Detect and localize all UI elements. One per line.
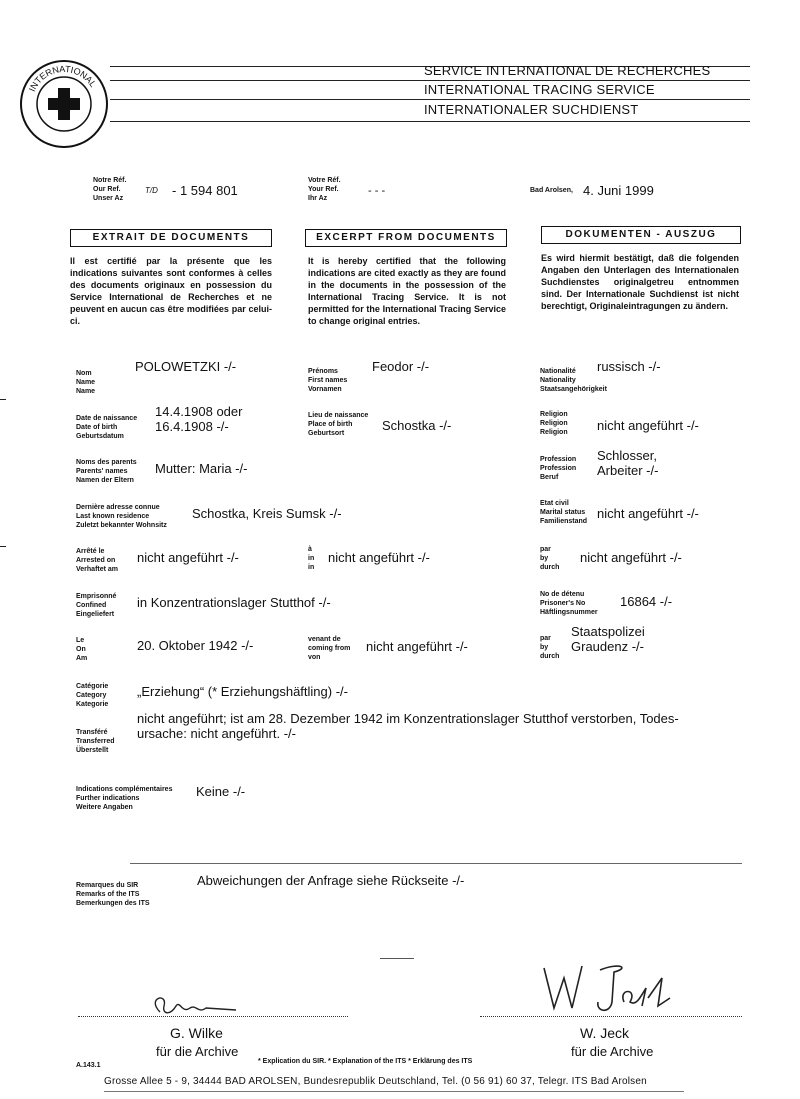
footer-rule bbox=[104, 1091, 684, 1092]
category-value: „Erziehung“ (* Erziehungshäftling) -/- bbox=[137, 684, 348, 699]
pob-value: Schostka -/- bbox=[382, 418, 452, 433]
confined-value: in Konzentrationslager Stutthof -/- bbox=[137, 595, 331, 610]
arrested-on-label: Arrêté le Arrested on Verhaftet am bbox=[76, 548, 119, 573]
right-signature-scribble bbox=[530, 958, 680, 1020]
en-excerpt-title: EXCERPT FROM DOCUMENTS bbox=[305, 229, 507, 247]
left-signature-line bbox=[78, 1016, 348, 1017]
remarks-label: Remarques du SIR Remarks of the ITS Bemerkungen des ITS bbox=[76, 882, 150, 907]
nationality-label: Nationalité Nationality Staatsangehörigkeit bbox=[540, 368, 607, 393]
left-signer-role: für die Archive bbox=[156, 1044, 239, 1059]
profession-label: Profession Profession Beruf bbox=[540, 456, 577, 481]
left-signature-scribble bbox=[140, 990, 250, 1022]
on-label: Le On Am bbox=[76, 637, 88, 662]
de-excerpt-text: Es wird hiermit bestätigt, daß die folgenden Angaben den Unterlagen des Internationalen Suchdienstes originalgetreu entnommen sind. Der Internationale Suchdienst ist nicht berechtigt, Originaleintragungen zu ändern. bbox=[541, 253, 739, 311]
header-rule-4 bbox=[110, 121, 750, 122]
dob-label: Date de naissance Date of birth Geburtsdatum bbox=[76, 415, 138, 440]
de-excerpt-title: DOKUMENTEN - AUSZUG bbox=[541, 226, 741, 244]
right-signature-line bbox=[480, 1016, 742, 1017]
by-value: Staatspolizei Graudenz -/- bbox=[571, 624, 645, 654]
prisoner-no-value: 16864 -/- bbox=[620, 594, 673, 609]
name-label: Nom Name Name bbox=[76, 370, 96, 395]
prisoner-no-label: No de détenu Prisoner's No Häftlingsnummer bbox=[540, 591, 598, 616]
header-line-en: INTERNATIONAL TRACING SERVICE bbox=[424, 82, 655, 97]
parents-label: Noms des parents Parents' names Namen der Eltern bbox=[76, 459, 137, 484]
form-number: A.143.1 bbox=[76, 1062, 101, 1069]
dob-value: 14.4.1908 oder 16.4.1908 -/- bbox=[155, 404, 243, 434]
footer-address: Grosse Allee 5 - 9, 34444 BAD AROLSEN, Bundesrepublik Deutschland, Tel. (0 56 91) 60 37, Telegr. ITS Bad Arolsen bbox=[104, 1076, 647, 1087]
center-mark bbox=[380, 958, 414, 959]
coming-from-value: nicht angeführt -/- bbox=[366, 639, 468, 654]
your-ref-label: Votre Réf. Your Ref. Ihr Az bbox=[308, 177, 341, 202]
icrc-seal-logo bbox=[18, 58, 110, 150]
arrested-by-label: par by durch bbox=[540, 546, 560, 571]
header-line-fr: SERVICE INTERNATIONAL DE RECHERCHES bbox=[424, 63, 711, 78]
fr-excerpt-title: EXTRAIT DE DOCUMENTS bbox=[70, 229, 272, 247]
fr-excerpt-text: Il est certifié par la présente que les indications suivantes sont conformes à celles des documents originaux en possession du Service International de Recherches et ne peuvent en aucun cas être modifiées par celui-ci. bbox=[70, 256, 272, 326]
right-signer-name: W. Jeck bbox=[580, 1025, 630, 1041]
name-value: POLOWETZKI -/- bbox=[135, 359, 237, 374]
document-date: 4. Juni 1999 bbox=[583, 183, 654, 198]
religion-label: Religion Religion Religion bbox=[540, 411, 568, 436]
pob-label: Lieu de naissance Place of birth Geburtsort bbox=[308, 412, 369, 437]
on-value: 20. Oktober 1942 -/- bbox=[137, 638, 254, 653]
your-ref-value: - - - bbox=[368, 185, 386, 197]
nationality-value: russisch -/- bbox=[597, 359, 661, 374]
first-names-label: Prénoms First names Vornamen bbox=[308, 368, 348, 393]
place-label: Bad Arolsen, bbox=[530, 187, 573, 194]
remarks-value: Abweichungen der Anfrage siehe Rückseite -/- bbox=[197, 873, 465, 888]
our-ref-value: - 1 594 801 bbox=[172, 183, 238, 198]
seal-top-text: INTERNATIONAL bbox=[26, 63, 99, 94]
arrested-in-value: nicht angeführt -/- bbox=[328, 550, 430, 565]
margin-mark-bottom bbox=[0, 546, 6, 547]
arrested-by-value: nicht angeführt -/- bbox=[580, 550, 682, 565]
en-excerpt-text: It is hereby certified that the following indications are cited exactly as they are found in the documents in the possession of the International Tracing Service. It is not permitted for the International Tracing Service to change original entries. bbox=[308, 256, 506, 326]
transferred-label: Transféré Transferred Überstellt bbox=[76, 729, 115, 754]
last-address-value: Schostka, Kreis Sumsk -/- bbox=[192, 506, 342, 521]
last-address-label: Dernière adresse connue Last known residence Zuletzt bekannter Wohnsitz bbox=[76, 504, 167, 529]
right-signer-role: für die Archive bbox=[571, 1044, 654, 1059]
our-ref-prefix: T/D bbox=[145, 186, 158, 195]
left-signer-name: G. Wilke bbox=[170, 1025, 223, 1041]
transferred-value: nicht angeführt; ist am 28. Dezember 1942 im Konzentrationslager Stutthof verstorben, Todes- ursache: nicht angeführt. -/- bbox=[137, 711, 679, 741]
further-label: Indications complémentaires Further indications Weitere Angaben bbox=[76, 786, 173, 811]
header-line-de: INTERNATIONALER SUCHDIENST bbox=[424, 102, 639, 117]
by-label: par by durch bbox=[540, 635, 560, 660]
margin-mark-top bbox=[0, 399, 6, 400]
footer-explanation: * Explication du SIR. * Explanation of the ITS * Erklärung des ITS bbox=[258, 1058, 473, 1065]
coming-from-label: venant de coming from von bbox=[308, 636, 351, 661]
marital-label: Etat civil Marital status Familienstand bbox=[540, 500, 588, 525]
our-ref-label: Notre Réf. Our Ref. Unser Az bbox=[93, 177, 127, 202]
category-label: Catégorie Category Kategorie bbox=[76, 683, 109, 708]
first-names-value: Feodor -/- bbox=[372, 359, 430, 374]
remarks-rule bbox=[130, 863, 742, 864]
parents-value: Mutter: Maria -/- bbox=[155, 461, 248, 476]
marital-value: nicht angeführt -/- bbox=[597, 506, 699, 521]
religion-value: nicht angeführt -/- bbox=[597, 418, 699, 433]
confined-label: Emprisonné Confined Eingeliefert bbox=[76, 593, 117, 618]
svg-text:INTERNATIONAL bbox=[27, 64, 98, 93]
arrested-on-value: nicht angeführt -/- bbox=[137, 550, 239, 565]
header-rule-3 bbox=[110, 99, 750, 100]
further-value: Keine -/- bbox=[196, 784, 246, 799]
profession-value: Schlosser, Arbeiter -/- bbox=[597, 448, 659, 478]
header-rule-2 bbox=[110, 80, 750, 81]
arrested-in-label: à in in bbox=[308, 546, 315, 571]
